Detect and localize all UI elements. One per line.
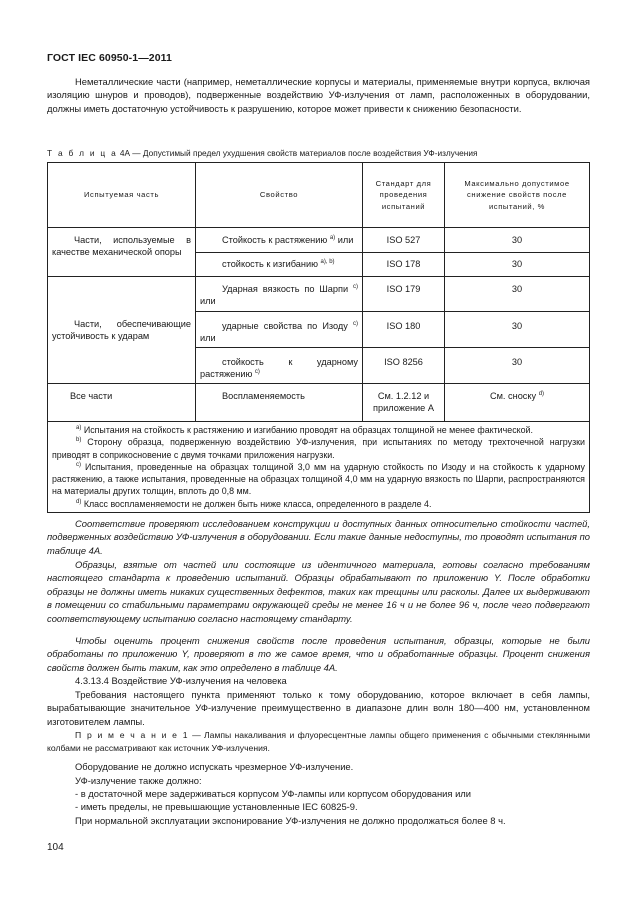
max-cell: 30 [445,277,590,312]
note-mark: a) [76,425,82,431]
footnote-mark: a) [329,235,336,241]
compliance-paragraph: Образцы, взятые от частей или состоящие из идентичного материала, готовы согласно требованиям настоящего стандарта к проведению испытаний. Образцы обрабатывают по приложению Y. После обработки образцы не должны иметь никаких существенных дефектов, таких как трещины или расколы. Далее их выдерживают в помещении со стабильными параметрами окружающей среды не менее 16 ч и не более 96 ч, после чего подвергают соответствующему испытанию согласно настоящему стандарту. [47,559,590,624]
standard-cell: ISO 179 [363,277,445,312]
property-cell [196,253,363,277]
table-note [52,424,585,436]
footnote-mark: c) [254,369,260,376]
note-paragraph [47,729,590,756]
header-max-reduction: Максимально допустимое снижение свойств после испытаний, % [445,163,590,228]
note-text: Испытания на стойкость к растяжению и изгибанию проводят на образцах толщиной не менее фактической. [83,425,533,435]
note-text: Испытания, проведенные на образцах толщиной 3,0 мм на ударную стойкость по Изоду и на стойкость к ударному растяжению, а также испытания, проведенные на образцах толщиной 4,0 мм на ударную вязкость по Шарпи, распространяются на материалы других толщин, вплоть до 0,8 мм. [52,461,585,497]
property-text: Воспламеняемость [222,391,305,401]
header-property: Свойство [196,163,363,228]
table-note [52,461,585,498]
property-cell [196,384,363,422]
table-notes-row [48,422,590,513]
property-cell [196,228,363,253]
page-number: 104 [47,842,64,853]
standard-cell: ISO 8256 [363,348,445,384]
property-cell [196,277,363,312]
table-note [52,498,585,510]
header-part: Испытуемая часть [48,163,196,228]
body-line: При нормальной эксплуатации экспонирование УФ-излучения не должно продолжаться более 8 ч. [75,815,506,826]
footnote-mark: d) [538,391,545,397]
document-header: ГОСТ IEC 60950-1—2011 [47,52,172,64]
property-text: Стойкость к растяжению [222,235,328,245]
intro-paragraph: Неметаллические части (например, неметаллические корпусы и материалы, применяемые внутри корпуса, включая изоляцию шнуров и проводов), подверженные воздействию УФ-излучения от ламп, расположенных в оборудовании, должны иметь достаточную устойчивость к разрушению, которое может привести к снижению безопасности. [47,76,590,114]
note-text: Сторону образца, подверженную воздействию УФ-излучения, при испытаниях по методу трехточечной нагрузки приводят в соприкосновение с двумя точками приложения нагрузки. [52,437,585,460]
note-mark: d) [76,498,82,505]
property-cell [196,348,363,384]
header-standard: Стандарт для проведения испытаний [363,163,445,228]
note-text: — Лампы накаливания и флуоресцентные лампы общего применения с обычными стеклянными колбами не рассматривают как источник УФ-излучения. [47,730,590,754]
part-cell: Все части [48,384,196,422]
max-text: См. сноску [489,391,537,401]
max-cell: 30 [445,348,590,384]
list-item: - иметь пределы, не превышающие установленные IEC 60825-9. [75,801,358,812]
part-cell: Части, обеспечивающие устойчивость к ударам [48,277,196,384]
property-text: стойкость к изгибанию [222,259,318,269]
max-cell: 30 [445,253,590,277]
section-paragraph: Требования настоящего пункта применяют только к тому оборудованию, которое включает в себя лампы, вырабатывающие значительное УФ-излучение преимущественно в диапазоне длин волн 180—400 нм, установленном изготовителем лампы. [47,689,590,727]
table-notes [48,422,590,513]
body-line: УФ-излучение также должно: [75,775,202,786]
section-title: 4.3.13.4 Воздействие УФ-излучения на человека [75,675,287,686]
standard-cell: ISO 180 [363,312,445,348]
property-text: ударные свойства по Изоду [222,321,348,331]
property-text: Ударная вязкость по Шарпи [222,284,349,294]
property-text: стойкость к ударному растяжению [200,357,358,380]
part-cell: Части, используемые в качестве механической опоры [48,228,196,277]
list-item: - в достаточной мере задерживаться корпусом УФ-лампы или корпусом оборудования или [75,788,472,799]
standard-cell: ISO 178 [363,253,445,277]
note-text: Класс воспламеняемости не должен быть ниже класса, определенного в разделе 4. [83,498,432,509]
table-caption-text: 4А — Допустимый предел ухудшения свойств материалов после воздействия УФ-излучения [119,148,478,158]
body-line: Оборудование не должно испускать чрезмерное УФ-излучение. [75,761,354,772]
table-note [52,436,585,461]
table-row [48,384,590,422]
footnote-mark: a), b) [320,259,335,265]
table-header-row [48,163,590,228]
max-cell [445,384,590,422]
standard-cell: ISO 527 [363,228,445,253]
property-tail: или [335,235,354,245]
footnote-mark: c) [353,284,358,290]
property-tail: или [200,333,216,344]
table-caption-label: Т а б л и ц а [47,148,118,158]
table-caption [47,147,592,160]
max-cell: 30 [445,228,590,253]
note-mark: b) [76,437,82,444]
standard-cell: См. 1.2.12 и приложение А [363,384,445,422]
compliance-paragraph: Соответствие проверяют исследованием конструкции и доступных данных относительно стойкости частей, подверженных воздействию УФ-излучения в оборудовании. Если такие данные недоступны, то проводят испытания по таблице 4А. [47,518,590,556]
property-tail: или [200,296,216,307]
max-cell: 30 [445,312,590,348]
table-row [48,277,590,312]
compliance-paragraph: Чтобы оценить процент снижения свойств после проведения испытания, образцы, которые не были обработаны по приложению Y, проверяют в то же самое время, что и обработанные образцы. Процент снижения свойств должен быть таким, как это определено в таблице 4А. [47,635,590,673]
note-label: П р и м е ч а н и е 1 [75,730,189,740]
note-mark: c) [76,461,81,468]
property-cell [196,312,363,348]
table-row [48,228,590,253]
degradation-table [47,162,590,513]
footnote-mark: c) [353,321,358,327]
